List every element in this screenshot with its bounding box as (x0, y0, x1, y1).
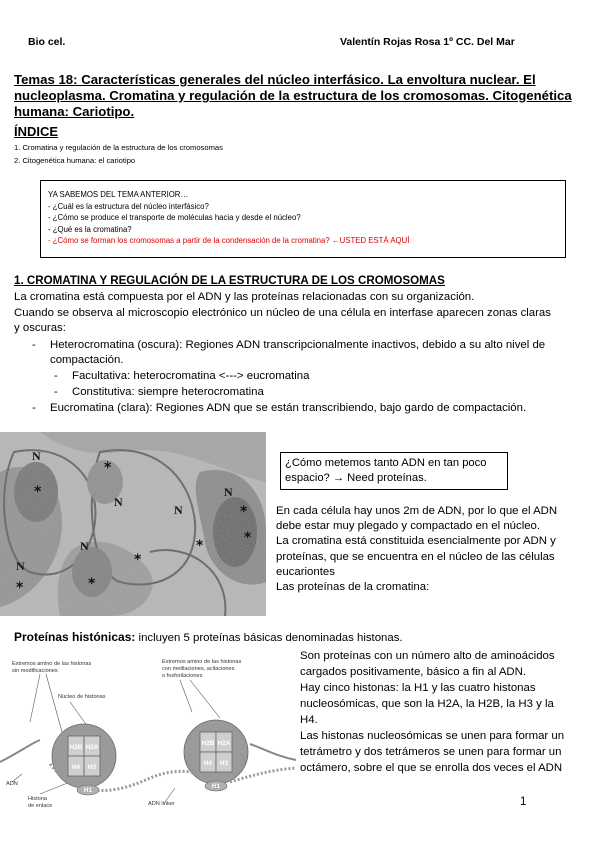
recap-item: - ¿Qué es la cromatina? (48, 224, 132, 234)
micrograph-label-n: N (32, 449, 41, 463)
chromatin-explanation (276, 504, 586, 595)
header-left: Bio cel. (28, 36, 66, 48)
paragraph: La cromatina está compuesta por el ADN y las proteínas relacionadas con su organización. (14, 291, 475, 303)
histone-h1: H1 (83, 787, 93, 794)
title-line: nucleoplasma. Cromatina y regulación de la estructura de los cromosomas. Citogenética (14, 88, 572, 103)
micrograph-star: * (104, 460, 112, 476)
micrograph-label-n: N (224, 485, 233, 499)
text-line: H4. (300, 714, 318, 726)
micrograph-star: * (34, 484, 42, 500)
micrograph-label-n: N (114, 495, 123, 509)
text-line: Son proteínas con un número alto de aminoácidos (300, 650, 555, 662)
micrograph-star: * (134, 552, 142, 568)
question-line: espacio? → Need proteínas. (285, 472, 427, 484)
label-histone-core: Núcleo de histonas (58, 694, 106, 700)
histone-h4: H4 (203, 760, 213, 767)
micrograph-star: * (240, 504, 248, 520)
text-line: octámero, sobre el que se enrolla dos veces el ADN (300, 762, 563, 774)
document-title (14, 72, 586, 120)
section-heading: 1. CROMATINA Y REGULACIÓN DE LA ESTRUCTURA DE LOS CROMOSOMAS (14, 274, 445, 287)
recap-heading: YA SABEMOS DEL TEMA ANTERIOR… (48, 190, 189, 199)
label-tails-unmodified: sin modificaciones (12, 668, 58, 674)
sub-bullet-facultative: Facultativa: heterocromatina <---> eucromatina (72, 370, 310, 382)
label-linker-histone: Histona (28, 796, 47, 802)
label-linker-histone: de enlace (28, 803, 53, 809)
bullet-heterochromatin (50, 338, 590, 368)
electron-micrograph (0, 432, 266, 616)
histone-h2a: H2A (217, 740, 231, 747)
paragraph-line: y oscuras: (14, 322, 66, 334)
histone-h3: H3 (219, 760, 229, 767)
text-line: Las histonas nucleosómicas se unen para formar un (300, 730, 565, 742)
bullet-euchromatin: Eucromatina (clara): Regiones ADN que se están transcribiendo, bajo gardo de compactación. (50, 402, 527, 414)
label-tails-modified: con metilaciones, acilaciones (162, 666, 235, 672)
header-right: Valentín Rojas Rosa 1º CC. Del Mar (340, 36, 515, 48)
text-line: La cromatina está constituida esencialmente por ADN y (276, 535, 556, 548)
label-tails-modified: Extremos amino de las histonas (162, 659, 242, 665)
recap-item: - ¿Cómo se produce el transporte de moléculas hacia y desde el núcleo? (48, 213, 301, 222)
histones-intro (14, 630, 403, 644)
label-tails-unmodified: Extremos amino de las histonas (12, 661, 92, 667)
index-item: 2. Citogenética humana: el cariotipo (14, 156, 136, 165)
recap-current-item: - ¿Cómo se forman los cromosomas a partir de la condensación de la cromatina? ←USTED ESTÁ AQUÍ (48, 236, 410, 245)
bullet-dash: - (32, 339, 36, 351)
text-line: Hay cinco histonas: la H1 y las cuatro histonas (300, 682, 536, 694)
bullet-line: compactación. (50, 354, 124, 366)
micrograph-label-n: N (174, 503, 183, 517)
text-line: tetrámetro y dos tetrámeros se unen para formar un (300, 746, 562, 758)
histones-label: Proteínas histónicas: (14, 630, 136, 644)
micrograph-star: * (244, 530, 252, 546)
title-line: humana: Cariotipo. (14, 104, 135, 119)
title-line: Temas 18: Características generales del núcleo interfásico. La envoltura nuclear. El (14, 72, 536, 87)
micrograph-label-n: N (16, 559, 25, 573)
histone-h2a: H2A (85, 744, 99, 751)
histone-h2b: H2B (201, 740, 215, 747)
sub-bullet-constitutive: Constitutiva: siempre heterocromatina (72, 386, 264, 398)
label-dna: ADN (6, 781, 18, 787)
recap-box (40, 180, 566, 258)
text-line: proteínas, que se encuentra en el núcleo de las células (276, 550, 555, 563)
micrograph-star: * (88, 576, 96, 592)
text-line: nucleosómicas, que son la H2A, la H2B, la H3 y la (300, 698, 554, 710)
micrograph-star: * (16, 580, 24, 596)
histone-h4: H4 (71, 764, 81, 771)
label-tails-modified: o fosforilaciones (162, 673, 203, 679)
histone-h2b: H2B (69, 744, 83, 751)
label-linker-dna: ADN linker (148, 801, 175, 807)
micrograph-star: * (196, 538, 204, 554)
index-item: 1. Cromatina y regulación de la estructura de los cromosomas (14, 143, 223, 152)
nucleosome-diagram (0, 652, 296, 814)
question-box (280, 452, 508, 490)
question-line: ¿Cómo metemos tanto ADN en tan poco (285, 457, 487, 469)
histones-description (300, 648, 590, 776)
page-number: 1 (520, 796, 527, 808)
bullet-line: Heterocromatina (oscura): Regiones ADN transcripcionalmente inactivos, debido a su alto nivel de (50, 339, 546, 351)
text-line: eucariontes (276, 565, 335, 578)
index-heading: ÍNDICE (14, 124, 59, 139)
text-line: En cada célula hay unos 2m de ADN, por lo que el ADN (276, 505, 558, 517)
bullet-dash: - (32, 402, 36, 414)
recap-item: - ¿Cuál es la estructura del núcleo interfásico? (48, 201, 209, 211)
paragraph-line: Cuando se observa al microscopio electrónico un núcleo de una célula en interfase aparecen zonas claras (14, 307, 551, 319)
text-line: debe estar muy plegado y compactado en el núcleo. (276, 520, 541, 533)
paragraph (14, 306, 592, 336)
sub-bullet-dash: - (54, 386, 58, 398)
histone-h1: H1 (211, 783, 221, 790)
histone-h3: H3 (87, 764, 97, 771)
micrograph-label-n: N (80, 539, 89, 553)
text-line: cargados positivamente, básico a fin al ADN. (300, 666, 527, 678)
sub-bullet-dash: - (54, 370, 58, 382)
text-line: Las proteínas de la cromatina: (276, 581, 430, 594)
histones-text: incluyen 5 proteínas básicas denominadas histonas. (135, 632, 403, 644)
